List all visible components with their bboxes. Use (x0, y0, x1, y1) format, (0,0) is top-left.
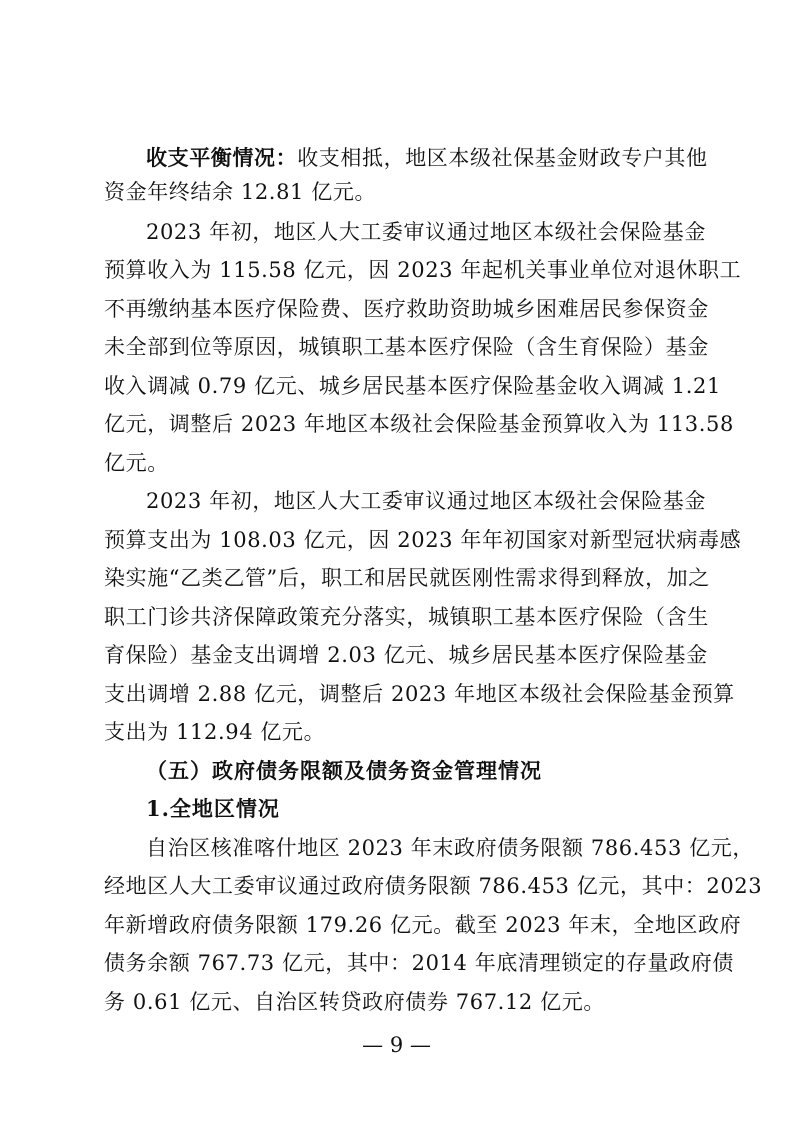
income-line: 2023 年初，地区人大工委审议通过地区本级社会保险基金 (146, 220, 706, 244)
income-line: 亿元。 (104, 451, 169, 475)
balance-line-1 (146, 141, 708, 175)
balance-label: 收支平衡情况： (146, 145, 298, 170)
debt-line: 经地区人大工委审议通过政府债务限额 786.453 亿元，其中：2023 (104, 874, 763, 898)
debt-line: 年新增政府债务限额 179.26 亿元。截至 2023 年末，全地区政府 (104, 913, 742, 937)
page-number: — 9 — (362, 1033, 431, 1057)
debt-line: 债务余额 767.73 亿元，其中：2014 年底清理锁定的存量政府债 (104, 951, 734, 975)
debt-line: 务 0.61 亿元、自治区转贷政府债券 767.12 亿元。 (104, 990, 605, 1014)
income-line: 未全部到位等原因，城镇职工基本医疗保险（含生育保险）基金 (104, 335, 709, 359)
expense-line: 育保险）基金支出调增 2.03 亿元、城乡居民基本医疗保险基金 (104, 643, 708, 667)
expense-line: 职工门诊共济保障政策充分落实，城镇职工基本医疗保险（含生 (104, 605, 709, 629)
income-line: 不再缴纳基本医疗保险费、医疗救助资助城乡困难居民参保资金 (104, 297, 709, 321)
expense-line: 支出为 112.94 亿元。 (104, 720, 326, 744)
debt-line: 自治区核准喀什地区 2023 年末政府债务限额 786.453 亿元， (146, 836, 754, 860)
section-heading: （五）政府债务限额及债务资金管理情况 (146, 758, 542, 783)
expense-line: 支出调增 2.88 亿元，调整后 2023 年地区本级社会保险基金预算 (104, 682, 735, 706)
balance-text: 收支相抵，地区本级社保基金财政专户其他 (297, 146, 708, 170)
expense-line: 染实施“乙类乙管”后，职工和居民就医刚性需求得到释放，加之 (104, 566, 710, 590)
income-line: 预算收入为 115.58 亿元，因 2023 年起机关事业单位对退休职工 (104, 258, 742, 282)
expense-line: 2023 年初，地区人大工委审议通过地区本级社会保险基金 (146, 489, 706, 513)
income-line: 收入调减 0.79 亿元、城乡居民基本医疗保险基金收入调减 1.21 (104, 374, 721, 398)
balance-line-2: 资金年终结余 12.81 亿元。 (104, 180, 377, 204)
expense-line: 预算支出为 108.03 亿元，因 2023 年年初国家对新型冠状病毒感 (104, 528, 742, 552)
subsection-heading: 1.全地区情况 (146, 796, 280, 821)
income-line: 亿元，调整后 2023 年地区本级社会保险基金预算收入为 113.58 (104, 412, 734, 436)
